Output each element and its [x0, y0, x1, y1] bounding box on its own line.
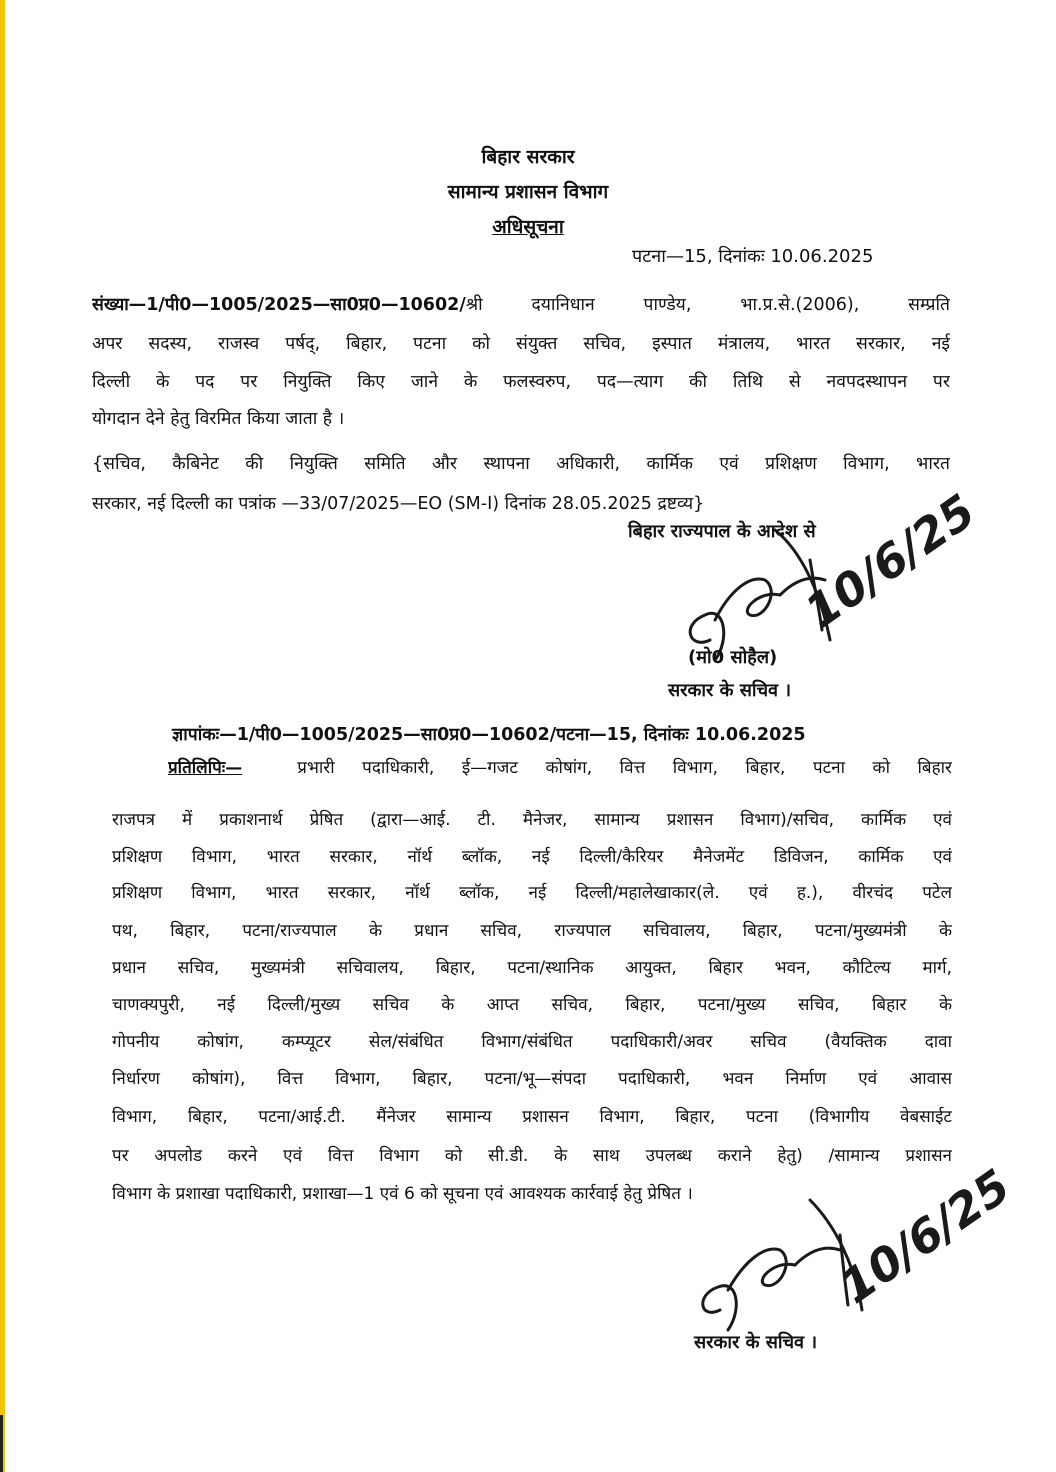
- doc-type-title: अधिसूचना: [492, 216, 564, 238]
- signature-1-date: 10/6/25: [795, 483, 985, 640]
- notification-line-2: अपर सदस्य, राजस्व पर्षद्, बिहार, पटना को संयुक्त सचिव, इस्पात मंत्रालय, भारत सरकार, नई: [92, 334, 950, 354]
- memo-line-3: प्रशिक्षण विभाग, भारत सरकार, नॉर्थ ब्लॉक, नई दिल्ली/कैरियर मैनेजमेंट डिविजन, कार्मिक एवं: [112, 847, 952, 867]
- signature-2-stroke-a: [703, 1286, 737, 1330]
- department-title: सामान्य प्रशासन विभाग: [447, 181, 609, 203]
- notification-number: संख्या—1/पी0—1005/2025—सा0प्र0—10602/: [92, 295, 466, 315]
- notification-line-1-text: श्री दयानिधान पाण्डेय, भा.प्र.से.(2006), सम्प्रति: [465, 295, 950, 315]
- notification-line-1: [92, 292, 950, 318]
- memo-line-5: पथ, बिहार, पटना/राज्यपाल के प्रधान सचिव, राज्यपाल सचिवालय, बिहार, पटना/मुख्यमंत्री के: [112, 921, 952, 941]
- doc-type-wrapper: [0, 214, 1056, 240]
- signature-2-stroke-b: [728, 1249, 795, 1290]
- signatory-name: (मो0 सोहैल): [688, 647, 778, 668]
- copy-label: प्रतिलिपिः—: [168, 758, 243, 778]
- memo-line-2: राजपत्र में प्रकाशनार्थ प्रेषित (द्वारा—आई. टी. मैनेजर, सामान्य प्रशासन विभाग)/सचिव, कार्मिक एवं: [112, 810, 952, 830]
- memo-line-7: चाणक्यपुरी, नई दिल्ली/मुख्य सचिव के आप्त सचिव, बिहार, पटना/मुख्य सचिव, बिहार के: [112, 995, 952, 1015]
- signature-2-stroke-c: [795, 1248, 840, 1265]
- memo-number: ज्ञापांकः—1/पी0—1005/2025—सा0प्र0—10602/पटना—15, दिनांकः 10.06.2025: [172, 725, 806, 745]
- memo-line-10: विभाग, बिहार, पटना/आई.टी. मैंनेजर सामान्य प्रशासन विभाग, बिहार, पटना (विभागीय वेबसाईट: [112, 1107, 952, 1127]
- order-line: बिहार राज्यपाल के आदेश से: [628, 521, 816, 542]
- memo-line-6: प्रधान सचिव, मुख्यमंत्री सचिवालय, बिहार, पटना/स्थानिक आयुक्त, बिहार भवन, कौटिल्य मार्ग,: [112, 958, 952, 978]
- place-date: पटना—15, दिनांकः 10.06.2025: [632, 246, 874, 267]
- signature-2: [690, 1158, 1020, 1340]
- notification-ref-line-2: सरकार, नई दिल्ली का पत्रांक —33/07/2025—EO (SM-I) दिनांक 28.05.2025 द्रष्टव्य}: [92, 494, 705, 514]
- memo-line-12: विभाग के प्रशाखा पदाधिकारी, प्रशाखा—1 एवं 6 को सूचना एवं आवश्यक कार्रवाई हेतु प्रेषित ।: [112, 1184, 693, 1204]
- memo-line-11: पर अपलोड करने एवं वित्त विभाग को सी.डी. के साथ उपलब्ध कराने हेतु) /सामान्य प्रशासन: [112, 1146, 952, 1166]
- memo-line-1: [168, 755, 952, 781]
- memo-line-1-text: प्रभारी पदाधिकारी, ई—गजट कोषांग, वित्त विभाग, बिहार, पटना को बिहार: [297, 758, 952, 778]
- memo-line-9: निर्धारण कोषांग), वित्त विभाग, बिहार, पटना/भू—संपदा पदाधिकारी, भवन निर्माण एवं आवास: [112, 1069, 952, 1089]
- notification-line-4: योगदान देने हेतु विरमित किया जाता है ।: [92, 409, 345, 429]
- notification-ref-line-1: {सचिव, कैबिनेट की नियुक्ति समिति और स्थापना अधिकारी, कार्मिक एवं प्रशिक्षण विभाग, भारत: [92, 454, 950, 474]
- memo-line-8: गोपनीय कोषांग, कम्प्यूटर सेल/संबंधित विभाग/संबंधित पदाधिकारी/अवर सचिव (वैयक्तिक दावा: [112, 1032, 952, 1052]
- notification-line-3: दिल्ली के पद पर नियुक्ति किए जाने के फलस्वरुप, पद—त्याग की तिथि से नवपदस्थापन पर: [92, 372, 950, 392]
- final-designation: सरकार के सचिव ।: [694, 1332, 818, 1353]
- government-title: बिहार सरकार: [481, 146, 575, 168]
- page-edge-shadow: [0, 1415, 3, 1472]
- signature-1-stroke-b: [715, 579, 780, 620]
- signature-2-date: 10/6/25: [830, 1158, 1020, 1315]
- signatory-designation: सरकार के सचिव ।: [668, 680, 792, 701]
- memo-line-4: प्रशिक्षण विभाग, भारत सरकार, नॉर्थ ब्लॉक, नई दिल्ली/महालेखाकार(ले. एवं ह.), वीरचंद पटेल: [112, 883, 952, 903]
